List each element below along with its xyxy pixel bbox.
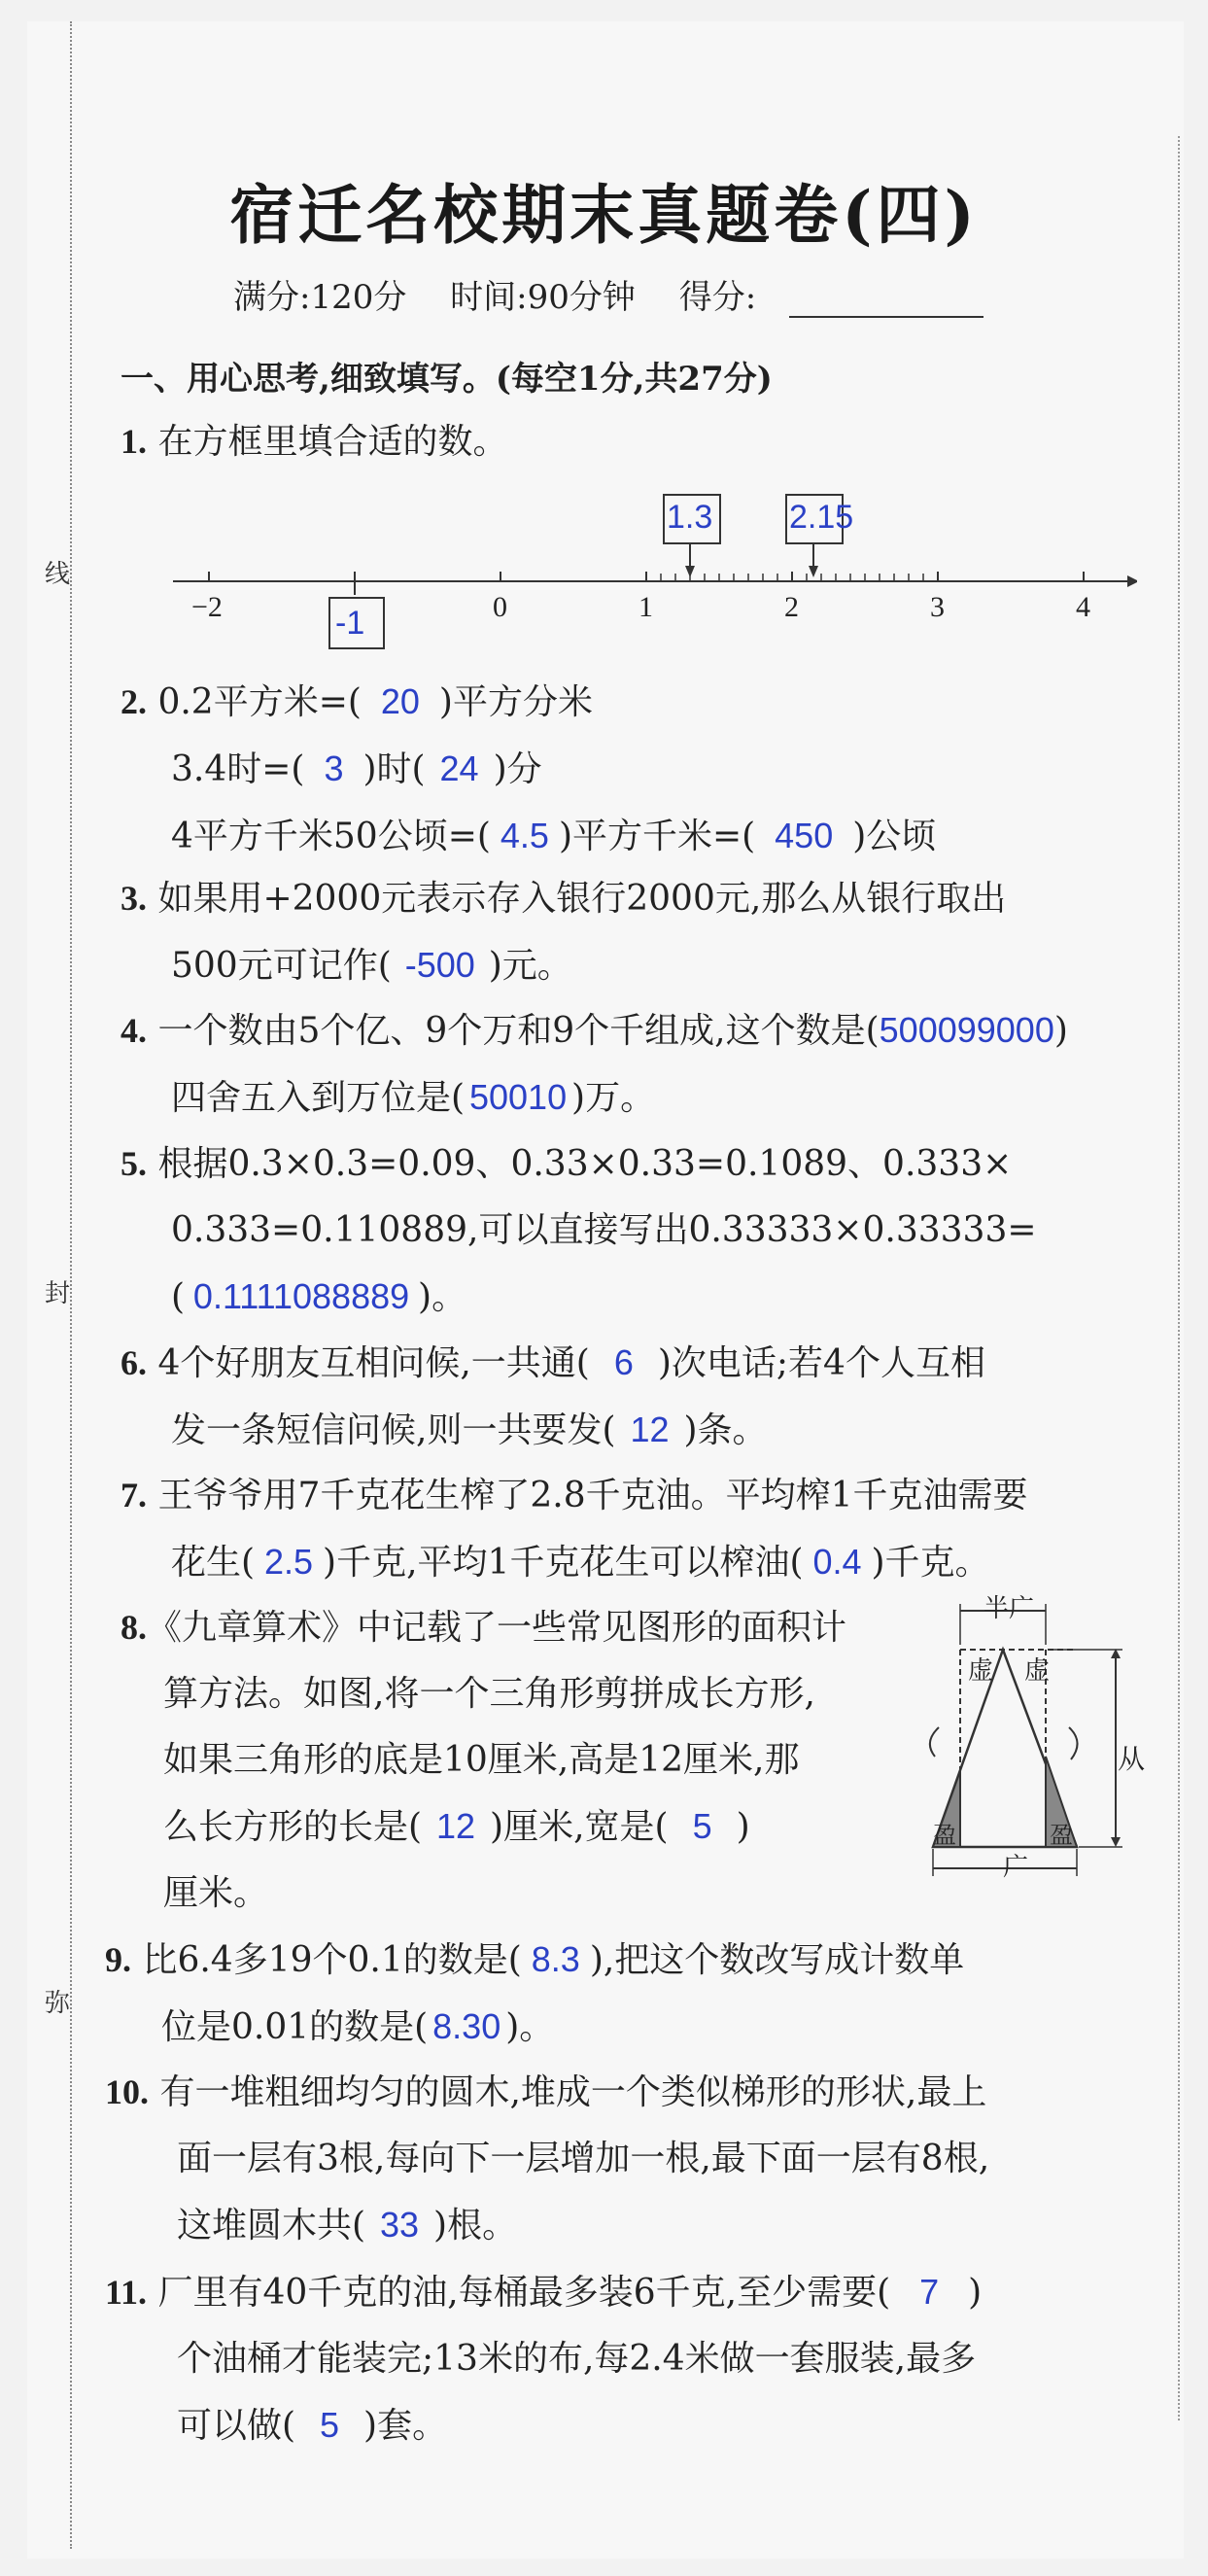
text: 个油桶才能装完;13米的布,每2.4米做一套服装,最多 [177,2339,977,2379]
answer-blank[interactable]: 3 [324,748,344,788]
answer-blank[interactable]: 6 [613,1342,634,1382]
score-label: 得分: [678,278,757,317]
page-title: 宿迁名校期末真题卷(四) [229,177,979,253]
tick-label-0: 0 [493,591,507,623]
answer-blank[interactable]: 4.5 [500,816,549,855]
text: 么长方形的长是( [163,1807,423,1847]
question-number: 1. [121,422,147,461]
answer-blank[interactable]: 5 [320,2405,340,2445]
figure-label-left-bottom: 盈 [933,1822,956,1849]
question-number: 7. [121,1476,147,1514]
question-10 [105,2059,989,2259]
text: 0.333=0.110889,可以直接写出0.33333×0.33333= [171,1210,1037,1250]
text: )根。 [433,2206,518,2245]
answer-blank[interactable]: 450 [775,816,834,855]
margin-line [1178,136,1180,2420]
answer-blank[interactable]: 24 [439,748,479,788]
answer-blank[interactable]: 500099000 [879,1010,1054,1050]
exam-meta [233,270,1017,318]
answer-blank[interactable]: 7 [919,2272,940,2312]
figure-label-right-top: 虚 [1024,1656,1051,1686]
question-number: 5. [121,1144,147,1183]
tick-label-1: 1 [639,591,653,623]
tick-label-neg2: −2 [191,591,223,623]
text: )元。 [488,946,572,986]
text: 王爷爷用7千克花生榨了2.8千克油。平均榨1千克油需要 [157,1476,1028,1515]
question-2 [121,669,936,870]
answer-box-b-value: 2.15 [789,499,854,536]
text: ) [968,2273,983,2313]
answer-box-c-value: -1 [335,605,365,642]
answer-blank[interactable]: 5 [692,1806,712,1846]
text: 有一堆粗细均匀的圆木,堆成一个类似梯形的形状,最上 [159,2072,987,2112]
answer-blank[interactable]: 33 [380,2205,420,2245]
question-9 [105,1927,964,2061]
text: 花生( [171,1543,256,1583]
question-5 [121,1131,1037,1331]
text: 根据0.3×0.3=0.09、0.33×0.33=0.1089、0.333× [157,1144,1013,1184]
text: )次电话;若4个人互相 [657,1343,985,1383]
question-number: 8. [121,1608,147,1647]
text: 比6.4多19个0.1的数是( [142,1940,522,1980]
question-number: 4. [121,1011,147,1050]
question-number: 2. [121,682,147,721]
text: )平方千米=( [558,817,756,856]
question-3 [121,865,1006,999]
question-text: 在方框里填合适的数。 [157,422,508,462]
answer-blank[interactable]: 0.4 [812,1542,862,1582]
text: )平方分米 [438,682,593,722]
text: 位是0.01的数是( [161,2007,429,2047]
score-blank[interactable] [789,287,984,318]
text: )。 [505,2007,555,2047]
figure-label-right-bottom: 盈 [1050,1822,1073,1849]
tick-label-4: 4 [1076,591,1090,623]
question-number: 9. [105,1940,131,1979]
text: 算方法。如图,将一个三角形剪拼成长方形, [163,1674,815,1714]
question-number: 10. [105,2072,149,2111]
text: )公顷 [852,817,937,856]
text: 厂里有40千克的油,每桶最多装6千克,至少需要( [157,2273,891,2313]
text: 500元可记作( [171,946,392,986]
side-char-xian: 线 [45,560,71,589]
answer-blank[interactable]: 50010 [468,1077,568,1117]
text: 如果三角形的底是10厘米,高是12厘米,那 [163,1740,800,1780]
text: 0.2平方米=( [157,682,362,722]
question-11 [105,2259,982,2459]
text: )。 [418,1277,467,1317]
figure-label-side: 从 [1118,1743,1146,1775]
figure-label-bottom: 广 [1003,1853,1029,1882]
text: 如果用+2000元表示存入银行2000元,那么从银行取出 [157,879,1007,919]
figure-label-top: 半广 [984,1594,1035,1623]
text: 4个好朋友互相问候,一共通( [157,1343,590,1383]
text: ) [736,1807,750,1847]
text: 发一条短信问候,则一共要发( [171,1410,616,1450]
question-number: 6. [121,1343,147,1382]
answer-blank[interactable]: 8.30 [432,2006,501,2046]
text: )条。 [683,1410,768,1450]
text: ( [171,1277,186,1317]
text: )时( [362,749,426,789]
answer-box-a-value: 1.3 [667,499,713,536]
answer-blank[interactable]: 12 [630,1410,670,1449]
question-7 [121,1462,1028,1596]
text: )厘米,宽是( [490,1807,669,1847]
answer-blank[interactable]: -500 [404,945,475,985]
question-1 [121,408,507,475]
text: 这堆圆木共( [177,2206,366,2245]
question-number: 11. [105,2273,148,2312]
text: 《九章算术》中记载了一些常见图形的面积计 [147,1608,847,1648]
text: )千克,平均1千克花生可以榨油( [323,1543,804,1583]
text: )千克。 [871,1543,990,1583]
text: )万。 [571,1078,656,1118]
text: 厘米。 [163,1873,269,1913]
question-6 [121,1330,985,1464]
answer-blank[interactable]: 8.3 [531,1939,580,1979]
text: 面一层有3根,每向下一层增加一根,最下面一层有8根, [177,2139,990,2178]
question-4 [121,997,1068,1131]
question-8 [121,1594,846,1927]
number-line [165,476,1137,651]
tick-label-2: 2 [784,591,799,623]
question-number: 3. [121,879,147,918]
side-char-mi: 弥 [45,1989,71,2018]
answer-blank[interactable]: 2.5 [264,1542,314,1582]
text: 一个数由5个亿、9个万和9个千组成,这个数是( [157,1011,880,1051]
text: 4平方千米50公顷=( [171,817,491,856]
full-score: 满分:120分 [233,278,407,317]
answer-blank[interactable]: 12 [436,1806,476,1846]
section-heading: 一、用心思考,细致填写。(每空1分,共27分) [121,360,773,399]
text: 可以做( [177,2406,296,2446]
text: ),把这个数改写成计数单 [589,1940,965,1980]
time-limit: 时间:90分钟 [450,278,636,317]
binding-line [70,21,72,2549]
text: )分 [493,749,542,789]
figure-label-left-top: 虚 [968,1656,994,1686]
text: 3.4时=( [171,749,305,789]
tick-label-3: 3 [930,591,945,623]
side-char-feng: 封 [45,1279,71,1308]
text: )套。 [363,2406,448,2446]
answer-blank[interactable]: 0.1111088889 [192,1276,410,1316]
text: ) [1053,1011,1068,1051]
answer-blank[interactable]: 20 [380,681,420,721]
text: 四舍五入到万位是( [171,1078,466,1118]
